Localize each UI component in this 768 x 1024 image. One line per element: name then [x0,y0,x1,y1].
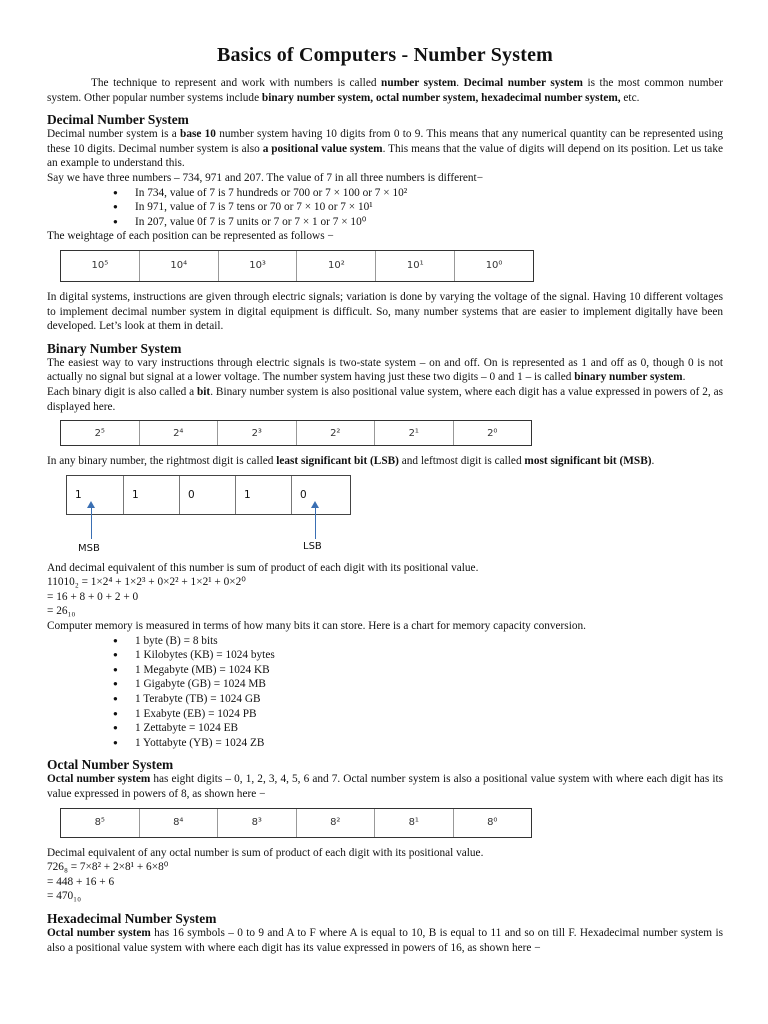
msb-arrow-line [91,507,92,539]
memory-bullet-list [47,634,723,751]
hex-paragraph-1 [47,926,723,955]
octal-equation-3: = 470₁₀ [47,890,82,903]
power-cell: 2⁴ [139,421,218,445]
octal-equation-2: = 448 + 16 + 6 [47,875,115,888]
intro-bold-1: number system [381,77,457,89]
binary-p2-text-a: Each binary digit is also called a [47,385,198,398]
power-cell: 2³ [217,421,296,445]
decimal-paragraph-3: In digital systems, instructions are given through electric signals; variation is done by varying the voltage of the signal. Having 10 different voltages to implement decimal number system in digital equipment is difficult. So, many number systems that are easier to implement digitally have been developed. Let’s look at them in detail. [47,290,723,333]
list-item: ● 1 Gigabyte (GB) = 1024 MB [113,677,723,692]
binary-paragraph-1 [47,356,723,385]
binary-paragraph-3 [47,454,723,469]
list-item: ● 1 Kilobytes (KB) = 1024 bytes [113,648,723,663]
binary-paragraph-5: Computer memory is measured in terms of how many bits it can store. Here is a chart for memory capacity conversion. [47,620,586,633]
binary-p3-text-e: . [651,455,655,468]
msb-lsb-figure [47,475,723,559]
lsb-arrow-icon [311,501,319,508]
list-item: ● 1 Exabyte (EB) = 1024 PB [113,707,723,722]
power-cell: 8³ [217,809,296,837]
binary-p2-text-c: . Binary number system is also positional value system, where each digit has a value expressed in powers of 2, as displayed here. [47,385,723,413]
power-cell: 10³ [218,251,297,281]
decimal-paragraph-1 [47,127,723,171]
binary-p3-text-c: and leftmost digit is called [398,455,525,468]
decimal-paragraph-2: Say we have three numbers – 734, 971 and 207. The value of 7 in all three numbers is different− [47,171,484,184]
binary-digit-cell: 1 [75,488,82,501]
lsb-arrow-line [315,507,316,539]
binary-heading: Binary Number System [47,340,182,356]
msb-label: MSB [78,542,100,554]
octal-p1-text-b: has eight digits – 0, 1, 2, 3, 4, 5, 6 and 7. Octal number system is also a positional value system with where each digit has its value expressed in powers of 8, as shown here − [47,773,723,800]
binary-powers-table [60,420,532,446]
power-cell: 10¹ [375,251,454,281]
binary-p1-text-a: The easiest way to vary instructions through electric signals is two-state system – on and off. On is represented as 1 and off as 0, though 0 is not actually no signal but signal at a lower voltage. The number system having just these two digits – 0 and 1 – is called [47,356,723,384]
list-item: ● 1 Zettabyte = 1024 EB [113,721,723,736]
power-cell: 8¹ [374,809,453,837]
octal-paragraph-1 [47,772,723,801]
power-cell: 2⁰ [453,421,532,445]
binary-equation-2: = 16 + 8 + 0 + 2 + 0 [47,590,139,603]
binary-equation-1: 11010₂ = 1×2⁴ + 1×2³ + 0×2² + 1×2¹ + 0×2⁰ [47,576,246,589]
power-cell: 2¹ [374,421,453,445]
power-cell: 8⁵ [94,817,105,829]
binary-digit-cell: 1 [235,476,291,514]
power-cell: 8⁴ [139,809,218,837]
power-cell: 10⁴ [139,251,218,281]
list-item: ● In 207, value 0f 7 is 7 units or 7 or 7 × 1 or 7 × 10⁰ [113,215,723,230]
decimal-p1-bold-b: base 10 [180,128,216,141]
list-item: ● 1 Megabyte (MB) = 1024 KB [113,663,723,678]
intro-text-2: . [456,77,464,89]
binary-p3-text-a: In any binary number, the rightmost digit is called [47,455,277,468]
binary-digit-row [66,475,351,515]
binary-p1-text-c: . [682,371,686,384]
binary-p3-bold-b: least significant bit (LSB) [276,455,399,468]
binary-paragraph-2 [47,385,723,414]
binary-equation-3: = 26₁₀ [47,605,76,618]
power-cell: 8² [296,809,375,837]
octal-equation-1: 726₈ = 7×8² + 2×8¹ + 6×8⁰ [47,861,169,874]
weightage-text: The weightage of each position can be represented as follows − [47,230,334,243]
decimal-heading: Decimal Number System [47,112,189,128]
hex-heading: Hexadecimal Number System [47,910,217,926]
lsb-label: LSB [303,540,322,552]
binary-p3-bold-d: most significant bit (MSB) [524,455,652,468]
binary-p1-bold-b: binary number system [574,371,683,384]
decimal-p1-text-c: number system having 10 digits from 0 to 9. This means that any numerical quantity can be represented using these 10 digits. Decimal number system is also [47,128,723,155]
binary-digit-cell: 1 [123,476,179,514]
decimal-p1-text-a: Decimal number system is a [47,128,181,141]
power-cell: 10⁰ [454,251,533,281]
list-item: ● In 971, value of 7 is 7 tens or 70 or 7 × 10 or 7 × 10¹ [113,200,723,215]
octal-p1-bold-a: Octal number system [47,773,151,786]
list-item: ● 1 byte (B) = 8 bits [113,634,723,649]
document-page [47,44,723,955]
intro-text-4: etc. [620,91,640,104]
decimal-bullet-list [47,186,723,230]
intro-text-3: is the most common number system. Other popular number systems include [47,77,723,104]
binary-digit-cell: 0 [291,476,347,514]
page-title: Basics of Computers - Number System [216,44,554,66]
octal-heading: Octal Number System [47,757,174,773]
octal-paragraph-2: Decimal equivalent of any octal number is sum of product of each digit with its positional value. [47,846,484,859]
decimal-p1-bold-d: a positional value system [262,142,383,155]
msb-arrow-icon [87,501,95,508]
binary-paragraph-4: And decimal equivalent of this number is sum of product of each digit with its positional value. [47,561,479,574]
intro-bold-3: binary number system, octal number system, hexadecimal number system, [261,91,621,104]
power-cell: 8⁰ [453,809,532,837]
intro-text-1: The technique to represent and work with numbers is called [91,77,382,89]
power-cell: 10² [296,251,375,281]
power-cell: 2⁵ [94,427,105,439]
power-cell: 2² [296,421,375,445]
power-cell: 10⁵ [91,260,109,272]
hex-p1-bold-a: Octal number system [47,926,151,939]
decimal-p1-text-e: . This means that the value of digits will depend on its position. Let us take an example to understand this. [47,142,723,170]
decimal-powers-table [60,250,534,282]
list-item: ● 1 Terabyte (TB) = 1024 GB [113,692,723,707]
intro-paragraph [47,76,723,105]
octal-powers-table [60,808,532,838]
list-item: ● 1 Yottabyte (YB) = 1024 ZB [113,736,723,751]
binary-digit-cell: 0 [179,476,235,514]
hex-p1-text-b: has 16 symbols – 0 to 9 and A to F where A is equal to 10, B is equal to 11 and so on till F. Hexadecimal number system is also a positional value system with where each digit has its value expressed in powers of 16, as shown here − [47,926,723,954]
list-item: ● In 734, value of 7 is 7 hundreds or 700 or 7 × 100 or 7 × 10² [113,186,723,201]
binary-p2-bold-b: bit [197,385,211,398]
intro-bold-2: Decimal number system [463,77,583,89]
